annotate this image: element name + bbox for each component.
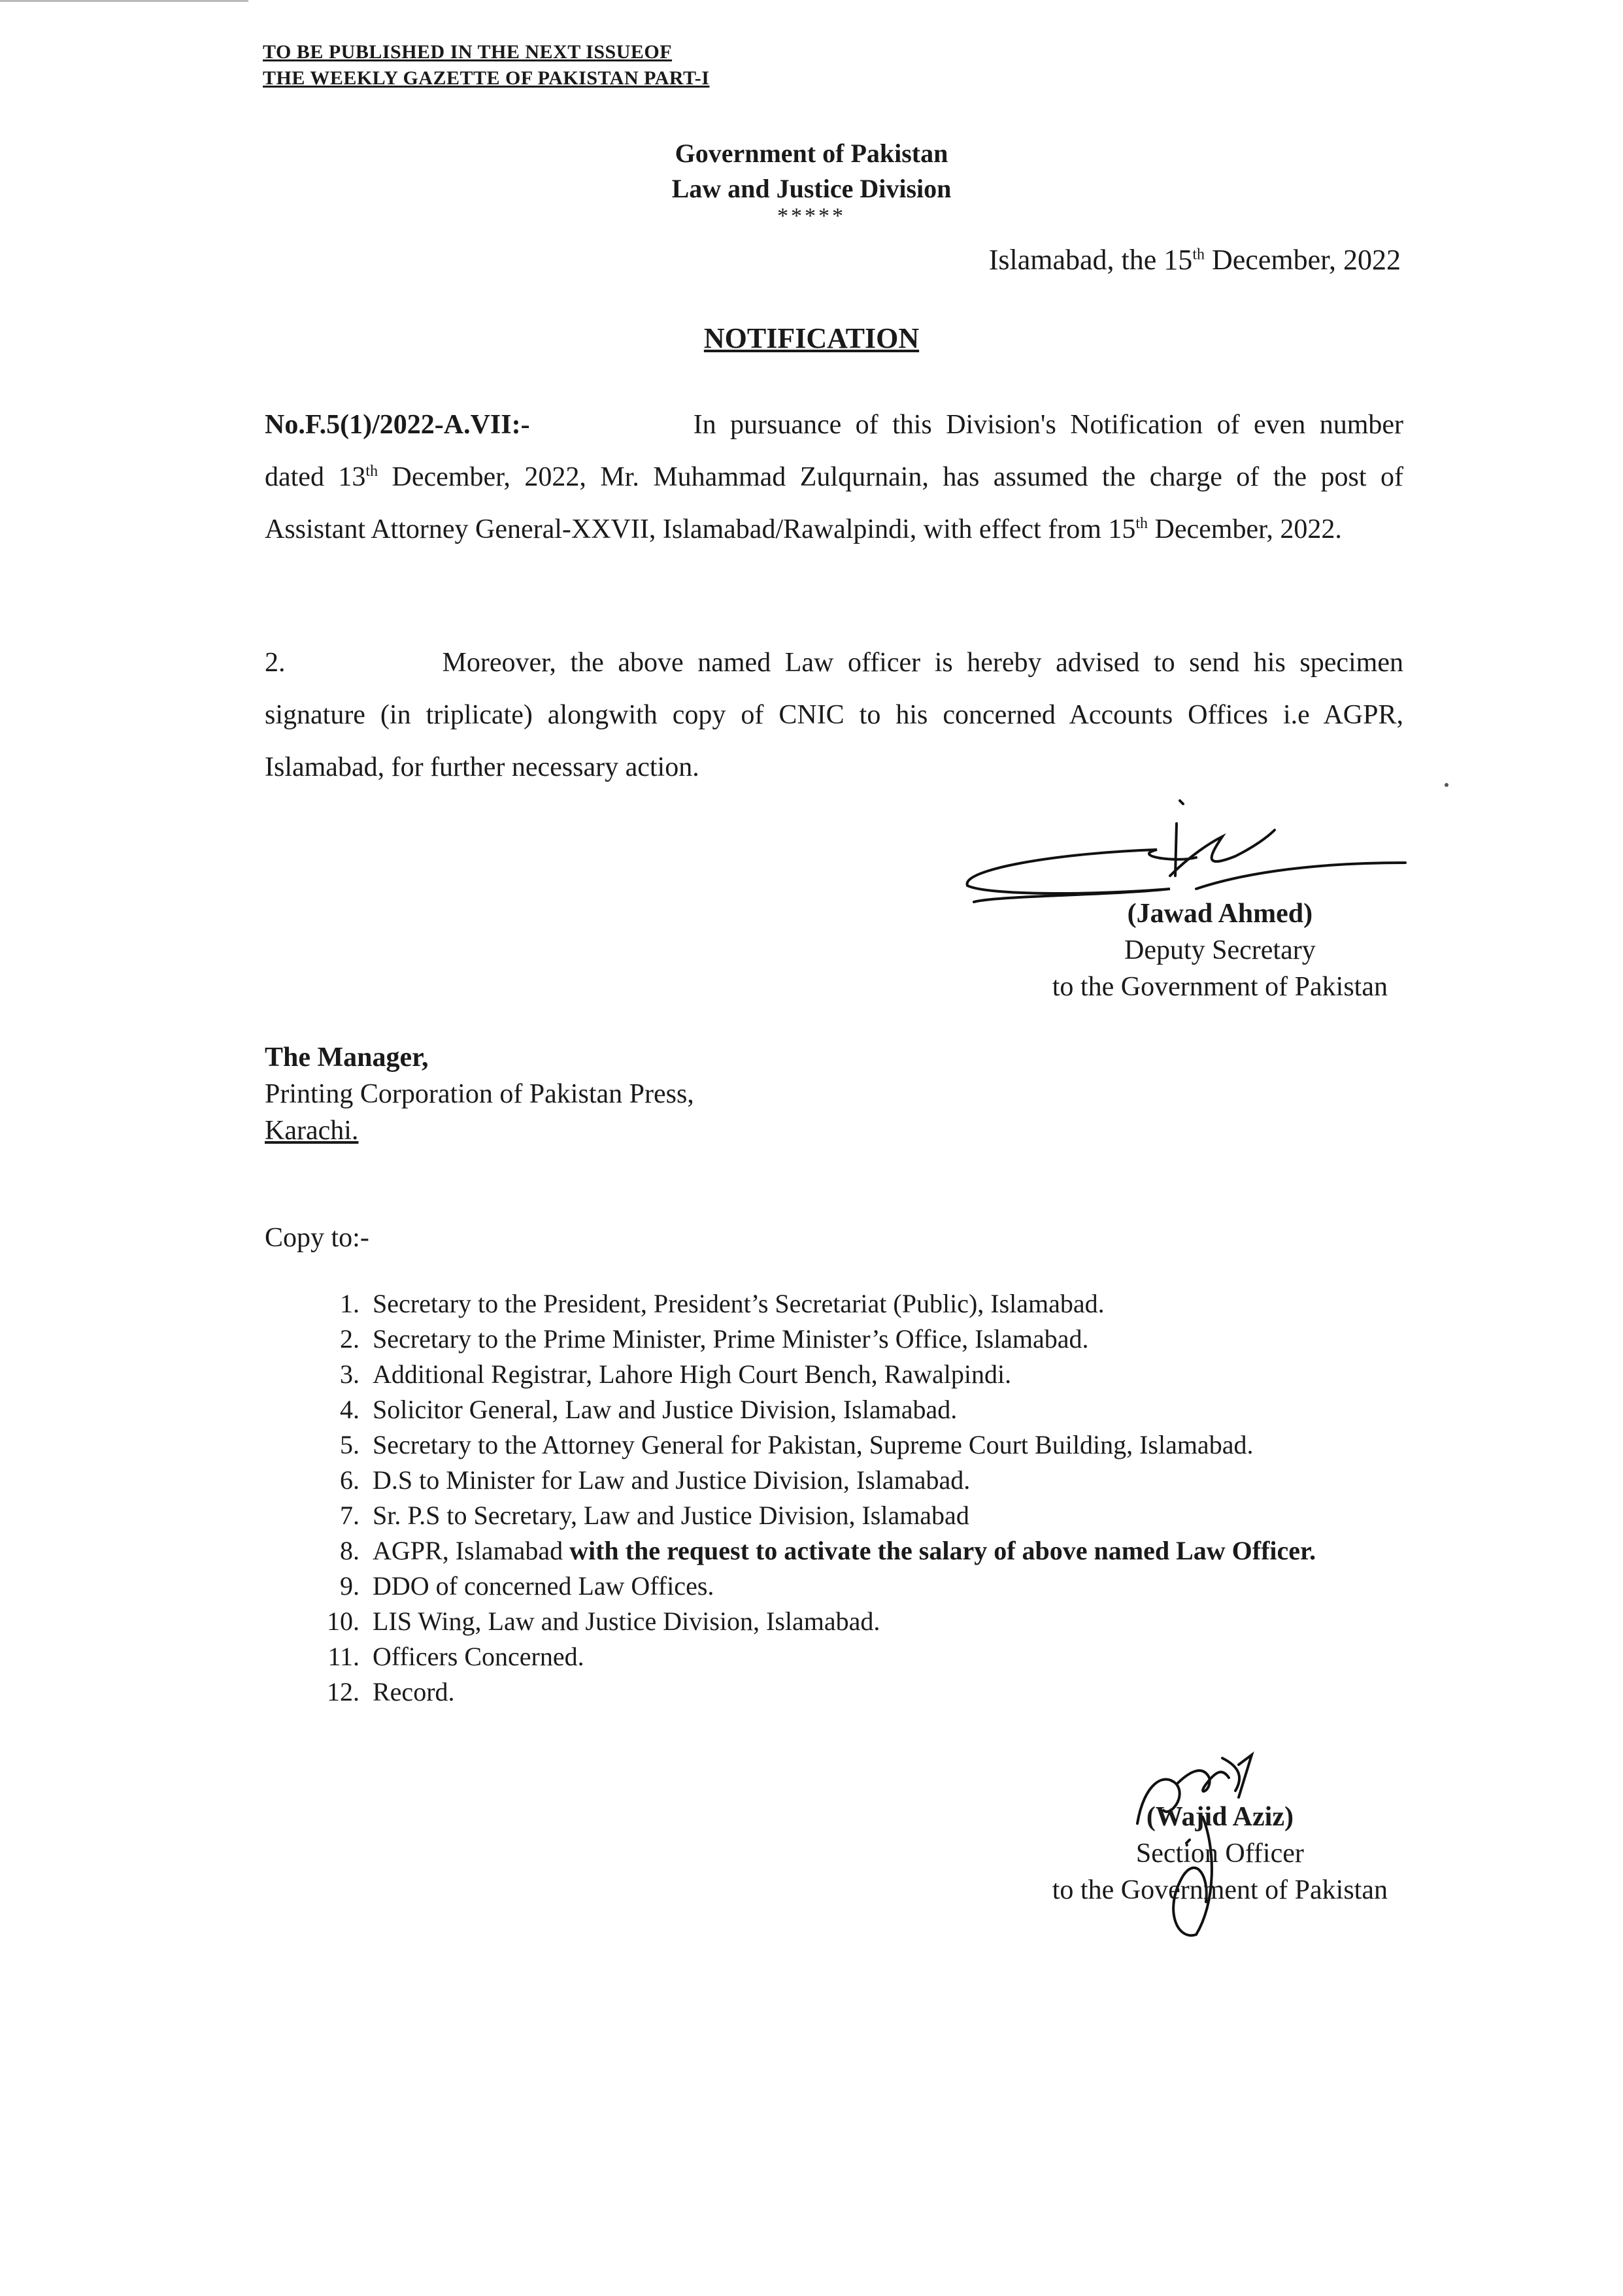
dateline (989, 241, 1401, 280)
copy-to-item (307, 1286, 1412, 1322)
copy-to-item (307, 1322, 1412, 1357)
notification-title: NOTIFICATION (703, 322, 920, 354)
paragraph-1-part1: In pursuance of this Division's Notification of even number dated 13 (265, 410, 1403, 492)
copy-to-number: 1. (340, 1289, 360, 1318)
copy-to-list (307, 1286, 1412, 1710)
copy-to-number: 4. (340, 1395, 360, 1424)
copy-to-number: 9. (340, 1571, 360, 1601)
letterhead (0, 136, 1623, 207)
paragraph-1-part2: December, 2022, Mr. Muhammad Zulqurnain, has assumed the charge of the post of Assistant Attorney General-XXVII, Islamabad/Rawalpindi, with effect from 15 (265, 462, 1404, 544)
header-stars: ***** (777, 204, 846, 228)
copy-to-text: D.S to Minister for Law and Justice Division, Islamabad. (373, 1465, 971, 1495)
gazette-publication-note (263, 39, 709, 92)
paragraph-2-number: 2. (265, 648, 286, 678)
copy-to-number: 5. (340, 1430, 360, 1459)
scan-speck (1445, 783, 1448, 787)
addressee-block (265, 1039, 694, 1149)
copy-to-text: LIS Wing, Law and Justice Division, Islamabad. (373, 1606, 880, 1636)
paragraph-1-sup2: th (1135, 515, 1148, 532)
paragraph-1-sup1: th (365, 463, 378, 480)
file-reference: No.F.5(1)/2022-A.VII:- (265, 410, 530, 440)
copy-to-text: Sr. P.S to Secretary, Law and Justice Division, Islamabad (373, 1501, 969, 1530)
signatory-1-block (1052, 895, 1388, 1005)
paragraph-1 (265, 399, 1403, 556)
paragraph-2 (265, 637, 1403, 793)
signatory-2-organisation: to the Government of Pakistan (1052, 1875, 1388, 1905)
division-name: Law and Justice Division (671, 174, 952, 203)
copy-to-item (307, 1357, 1412, 1392)
paragraph-1-part3: December, 2022. (1148, 514, 1342, 544)
copy-to-text: Secretary to the President, President’s Secretariat (Public), Islamabad. (373, 1289, 1105, 1318)
copy-to-item (307, 1533, 1412, 1569)
date-prefix: Islamabad, the 15 (988, 244, 1193, 276)
addressee-title: The Manager, (265, 1042, 429, 1073)
signatory-1-organisation: to the Government of Pakistan (1052, 972, 1388, 1002)
copy-to-item (307, 1498, 1412, 1533)
copy-to-item (307, 1463, 1412, 1498)
gazette-note-line1: TO BE PUBLISHED IN THE NEXT ISSUEOF (263, 41, 673, 63)
copy-to-number: 10. (327, 1606, 360, 1636)
date-suffix: December, 2022 (1204, 244, 1401, 276)
addressee-organisation: Printing Corporation of Pakistan Press, (265, 1079, 694, 1109)
copy-to-item (307, 1604, 1412, 1639)
copy-to-bold-text: with the request to activate the salary of above named Law Officer. (569, 1536, 1316, 1565)
copy-to-text: Additional Registrar, Lahore High Court Bench, Rawalpindi. (373, 1359, 1012, 1389)
copy-to-item (307, 1427, 1412, 1463)
signatory-1-designation: Deputy Secretary (1124, 935, 1316, 965)
signatory-1-name: (Jawad Ahmed) (1127, 899, 1313, 929)
copy-to-text: Secretary to the Prime Minister, Prime Minister’s Office, Islamabad. (373, 1324, 1089, 1354)
date-superscript: th (1192, 246, 1205, 263)
copy-to-item (307, 1639, 1412, 1674)
scan-edge-line (0, 0, 248, 2)
paragraph-2-text: Moreover, the above named Law officer is hereby advised to send his specimen signature (in triplicate) alongwith copy of CNIC to his concerned Accounts Offices i.e AGPR, Islamabad, for further necessary action. (265, 648, 1403, 782)
copy-to-text: AGPR, Islamabad (373, 1536, 570, 1565)
signatory-2-designation: Section Officer (1135, 1838, 1304, 1869)
copy-to-text: Secretary to the Attorney General for Pakistan, Supreme Court Building, Islamabad. (373, 1430, 1254, 1459)
copy-to-item (307, 1569, 1412, 1604)
copy-to-label: Copy to:- (265, 1223, 369, 1253)
copy-to-number: 11. (327, 1642, 360, 1671)
copy-to-text: Officers Concerned. (373, 1642, 584, 1671)
copy-to-number: 3. (340, 1359, 360, 1389)
copy-to-item (307, 1674, 1412, 1710)
copy-to-number: 2. (340, 1324, 360, 1354)
signatory-2-name: (Wajid Aziz) (1146, 1802, 1294, 1832)
copy-to-number: 6. (340, 1465, 360, 1495)
copy-to-item (307, 1392, 1412, 1427)
copy-to-text: DDO of concerned Law Offices. (373, 1571, 714, 1601)
copy-to-text: Solicitor General, Law and Justice Division, Islamabad. (373, 1395, 958, 1424)
copy-to-text: Record. (373, 1677, 455, 1706)
copy-to-number: 12. (327, 1677, 360, 1706)
gazette-note-line2: THE WEEKLY GAZETTE OF PAKISTAN PART-I (263, 67, 710, 89)
signatory-2-block (1052, 1799, 1388, 1908)
copy-to-number: 7. (340, 1501, 360, 1530)
government-name: Government of Pakistan (675, 139, 948, 168)
addressee-city: Karachi. (265, 1116, 359, 1146)
copy-to-number: 8. (340, 1536, 360, 1565)
